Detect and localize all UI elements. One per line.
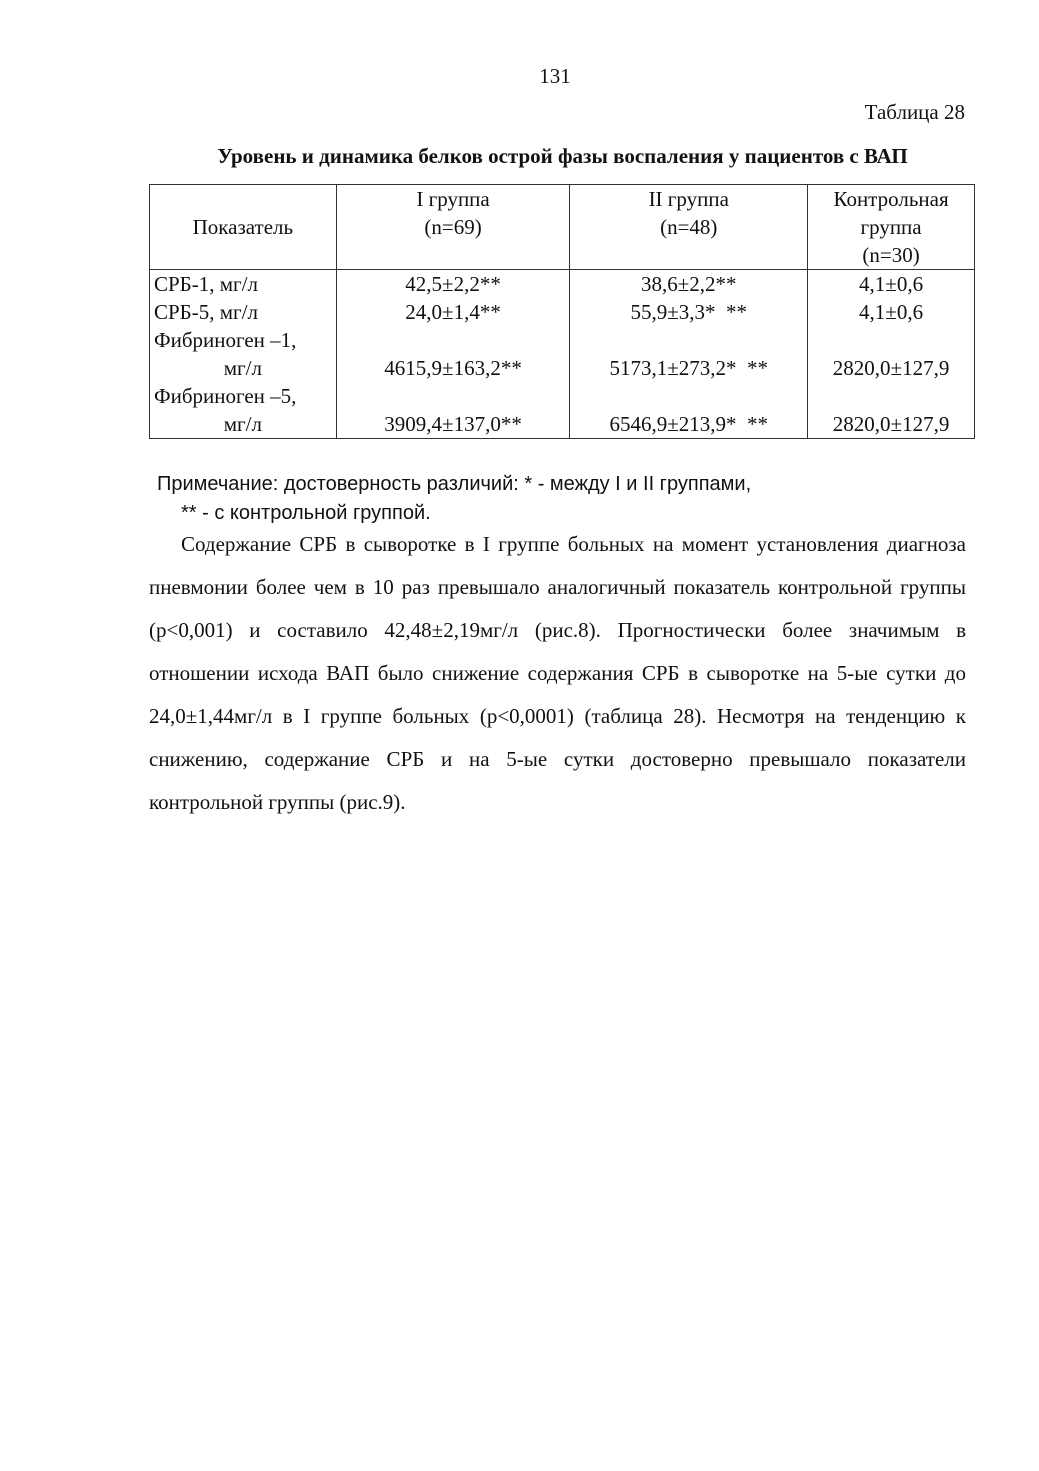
header-control-line: (n=30)	[862, 243, 920, 267]
table-body-row	[150, 270, 975, 439]
group1-cell: 4615,9±163,2**	[384, 356, 522, 380]
data-table	[149, 184, 975, 439]
header-group1-line: (n=69)	[424, 215, 482, 239]
group1-cell: 42,5±2,2**	[405, 272, 501, 296]
header-group2-line: II группа	[648, 187, 729, 211]
param-cell: мг/л	[223, 356, 262, 380]
body-text	[149, 523, 966, 824]
group2-cell: 55,9±3,3* **	[630, 300, 748, 324]
control-cell: 2820,0±127,9	[832, 412, 950, 436]
table-caption: Таблица 28	[864, 100, 965, 124]
table-title: Уровень и динамика белков острой фазы воспаления у пациентов с ВАП	[217, 144, 908, 168]
group1-cell: 24,0±1,4**	[405, 300, 501, 324]
header-control-line: Контрольная	[833, 187, 949, 211]
group2-column	[570, 270, 808, 439]
header-group2-line: (n=48)	[660, 215, 718, 239]
page-number: 131	[539, 64, 571, 88]
param-cell: СРБ-1, мг/л	[154, 272, 258, 296]
group2-cell: 5173,1±273,2* **	[609, 356, 769, 380]
table-header-row	[150, 185, 975, 270]
param-cell: Фибриноген –5,	[154, 384, 297, 408]
group1-column	[336, 270, 570, 439]
param-cell: мг/л	[223, 412, 262, 436]
control-cell: 4,1±0,6	[859, 272, 924, 296]
param-cell: СРБ-5, мг/л	[154, 300, 258, 324]
header-group1-line: I группа	[416, 187, 490, 211]
control-cell: 2820,0±127,9	[832, 356, 950, 380]
header-control-line: группа	[860, 215, 922, 239]
group1-cell: 3909,4±137,0**	[384, 412, 522, 436]
control-cell: 4,1±0,6	[859, 300, 924, 324]
header-param: Показатель	[150, 185, 337, 270]
param-cell: Фибриноген –1,	[154, 328, 297, 352]
header-group1	[336, 185, 570, 270]
header-control	[808, 185, 975, 270]
header-group2	[570, 185, 808, 270]
body-paragraph: Содержание СРБ в сыворотке в I группе больных на момент установления диагноза пневмонии более чем в 10 раз превышало аналогичный показатель контрольной группы (р<0,001) и составило 42,48±2,19мг/л (рис.8). Прогностически более значимым в отношении исхода ВАП было снижение содержания СРБ в сыворотке на 5-ые сутки до 24,0±1,44мг/л в I группе больных (р<0,0001) (таблица 28). Несмотря на тенденцию к снижению, содержание СРБ и на 5-ые сутки достоверно превышало показатели контрольной группы (рис.9).	[149, 532, 966, 814]
table-note	[157, 470, 751, 528]
control-column	[808, 270, 975, 439]
group2-cell: 6546,9±213,9* **	[609, 412, 769, 436]
group2-cell: 38,6±2,2**	[640, 272, 737, 296]
note-line: Примечание: достоверность различий: * - между I и II группами,	[157, 473, 752, 495]
param-column	[150, 270, 337, 439]
note-line: ** - с контрольной группой.	[181, 502, 431, 524]
